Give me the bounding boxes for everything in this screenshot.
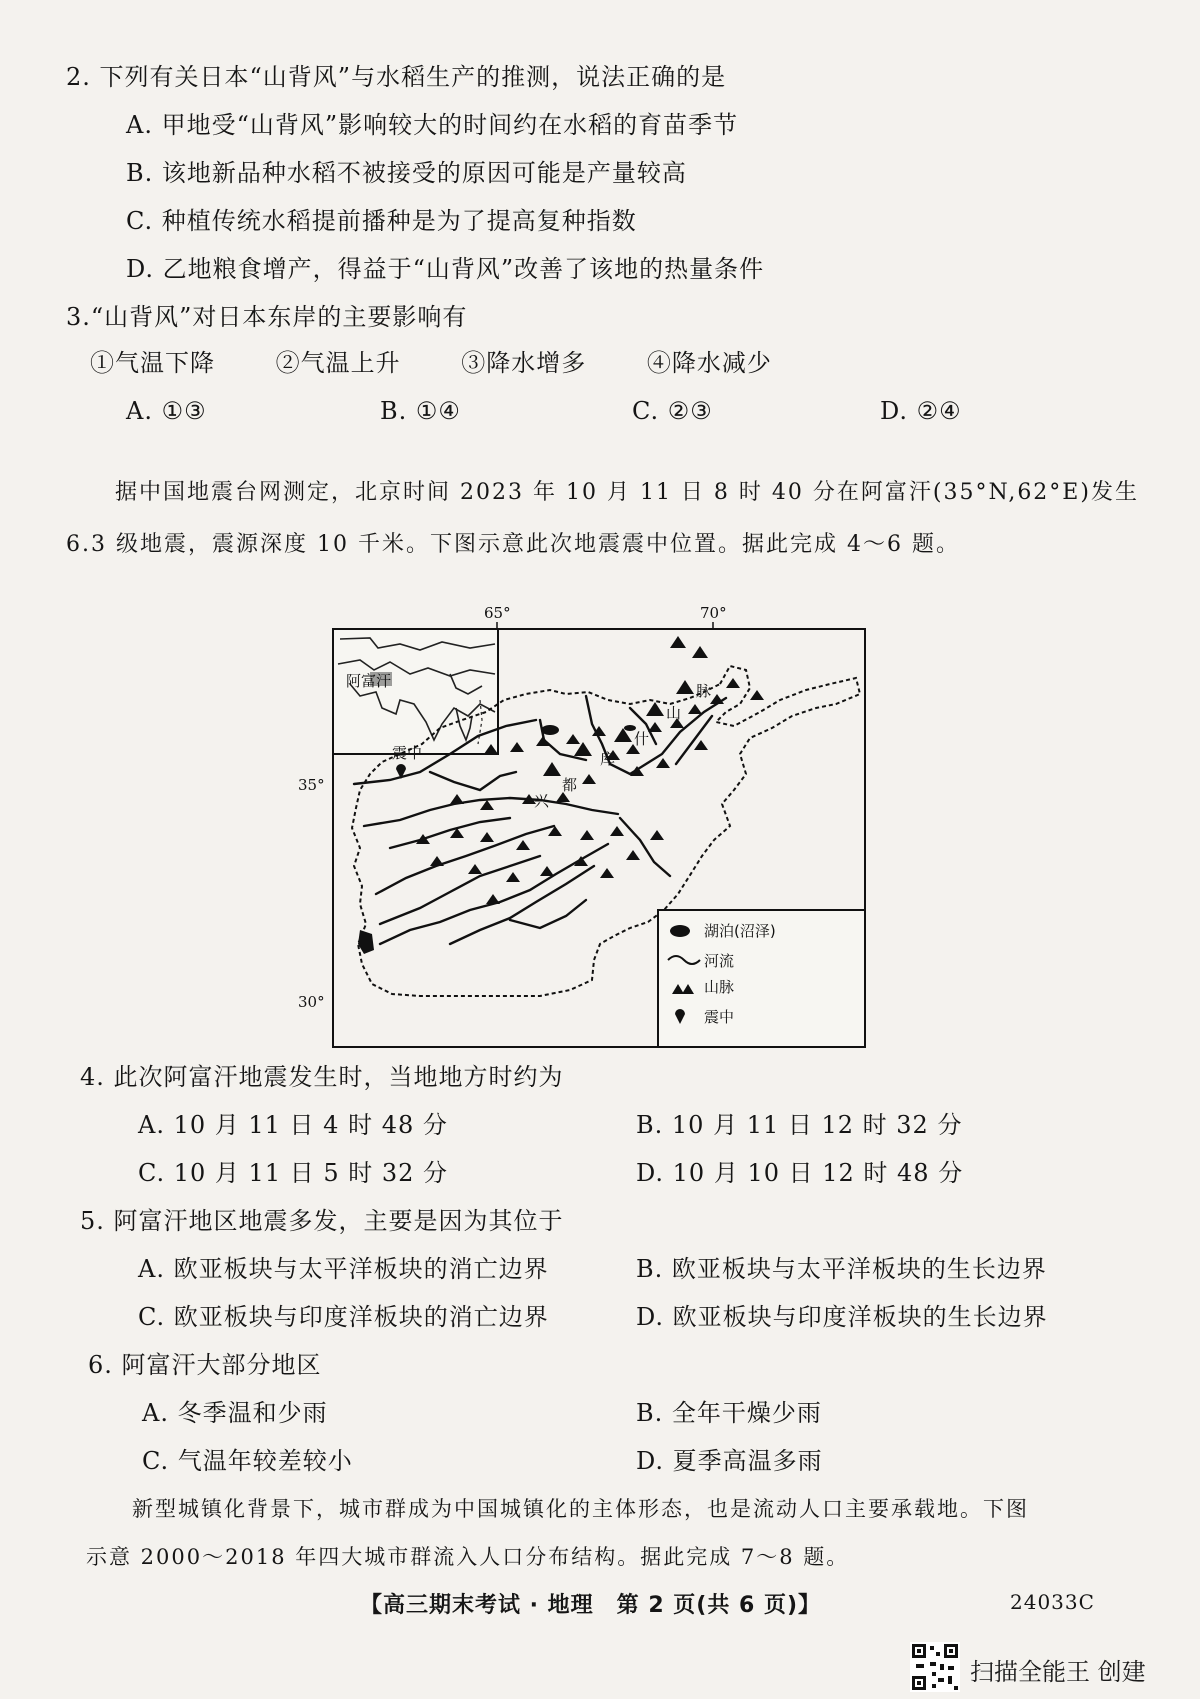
range-label-shi: 什 [634,730,650,748]
scanner-watermark [910,1640,1200,1696]
q2-stem: 2. 下列有关日本“山背风”与水稻生产的推测，说法正确的是 [66,63,727,91]
epicenter-label: 震中 [392,744,423,762]
q2-option-b: B. 该地新品种水稻不被接受的原因可能是产量较高 [126,159,687,187]
inset-map [333,629,498,754]
range-label-du: 都 [562,776,578,794]
qr-code-icon [910,1642,960,1692]
exam-code: 24033C [1010,1590,1095,1614]
lon-label-65: 65° [484,604,511,622]
intro-4-6-line2: 6.3 级地震，震源深度 10 千米。下图示意此次地震震中位置。据此完成 4～6 题。 [66,532,960,557]
q6-option-c: C. 气温年较差较小 [142,1447,353,1475]
q2-option-d: D. 乙地粮食增产，得益于“山背风”改善了该地的热量条件 [126,255,765,283]
scanner-label: 扫描全能王 创建 [970,1658,1146,1686]
range-label-ku: 库 [600,750,616,768]
q5-option-d: D. 欧亚板块与印度洋板块的生长边界 [636,1303,1048,1331]
legend-lake-icon [670,925,690,937]
lon-label-70: 70° [700,604,727,622]
afghanistan-map [298,604,890,1050]
q3-items [90,348,824,378]
q4-stem: 4. 此次阿富汗地震发生时，当地地方时约为 [80,1063,564,1091]
q4-option-a: A. 10 月 11 日 4 时 48 分 [138,1111,448,1139]
range-label-shan: 山 [666,704,682,722]
legend-lake-label: 湖泊(沼泽) [704,922,776,940]
q2-option-a: A. 甲地受“山背风”影响较大的时间约在水稻的育苗季节 [126,111,739,139]
q4-option-b: B. 10 月 11 日 12 时 32 分 [636,1111,963,1139]
page-footer: 【高三期末考试 · 地理 第 2 页(共 6 页)】 [360,1593,822,1618]
range-label-xing: 兴 [534,792,550,810]
q2-option-c: C. 种植传统水稻提前播种是为了提高复种指数 [126,207,637,235]
map-legend [658,910,865,1047]
q6-stem: 6. 阿富汗大部分地区 [88,1351,322,1379]
inset-afghanistan-label: 阿富汗 [346,672,392,690]
intro-4-6-line1: 据中国地震台网测定，北京时间 2023 年 10 月 11 日 8 时 40 分在阿富汗(35°N,62°E)发生 [115,480,1139,505]
q3-choice-d: D. ②④ [880,397,962,425]
q3-item-2: ②气温上升 [275,349,401,377]
range-label-mai: 脉 [696,682,712,700]
q3-item-4: ④降水减少 [646,349,772,377]
q6-option-b: B. 全年干燥少雨 [636,1399,822,1427]
q5-option-a: A. 欧亚板块与太平洋板块的消亡边界 [138,1255,549,1283]
legend-mountain-label: 山脉 [704,978,735,996]
q3-choice-b: B. ①④ [380,397,461,425]
q4-option-d: D. 10 月 10 日 12 时 48 分 [636,1159,964,1187]
q6-option-a: A. 冬季温和少雨 [142,1399,328,1427]
q4-option-c: C. 10 月 11 日 5 时 32 分 [138,1159,449,1187]
q3-choice-a: A. ①③ [126,397,207,425]
q5-stem: 5. 阿富汗地区地震多发，主要是因为其位于 [80,1207,564,1235]
q6-option-d: D. 夏季高温多雨 [636,1447,823,1475]
q3-choice-c: C. ②③ [632,397,713,425]
q5-option-b: B. 欧亚板块与太平洋板块的生长边界 [636,1255,1047,1283]
legend-epicenter-label: 震中 [704,1008,735,1026]
q5-option-c: C. 欧亚板块与印度洋板块的消亡边界 [138,1303,549,1331]
intro-7-8-line1: 新型城镇化背景下，城市群成为中国城镇化的主体形态，也是流动人口主要承载地。下图 [132,1497,1029,1521]
q3-item-1: ①气温下降 [90,349,215,377]
lat-label-35: 35° [298,776,325,794]
lat-label-30: 30° [298,993,325,1011]
intro-7-8-line2: 示意 2000～2018 年四大城市群流入人口分布结构。据此完成 7～8 题。 [86,1545,850,1569]
legend-river-label: 河流 [704,952,735,970]
q3-item-3: ③降水增多 [461,349,587,377]
q3-stem: 3.“山背风”对日本东岸的主要影响有 [66,303,468,331]
